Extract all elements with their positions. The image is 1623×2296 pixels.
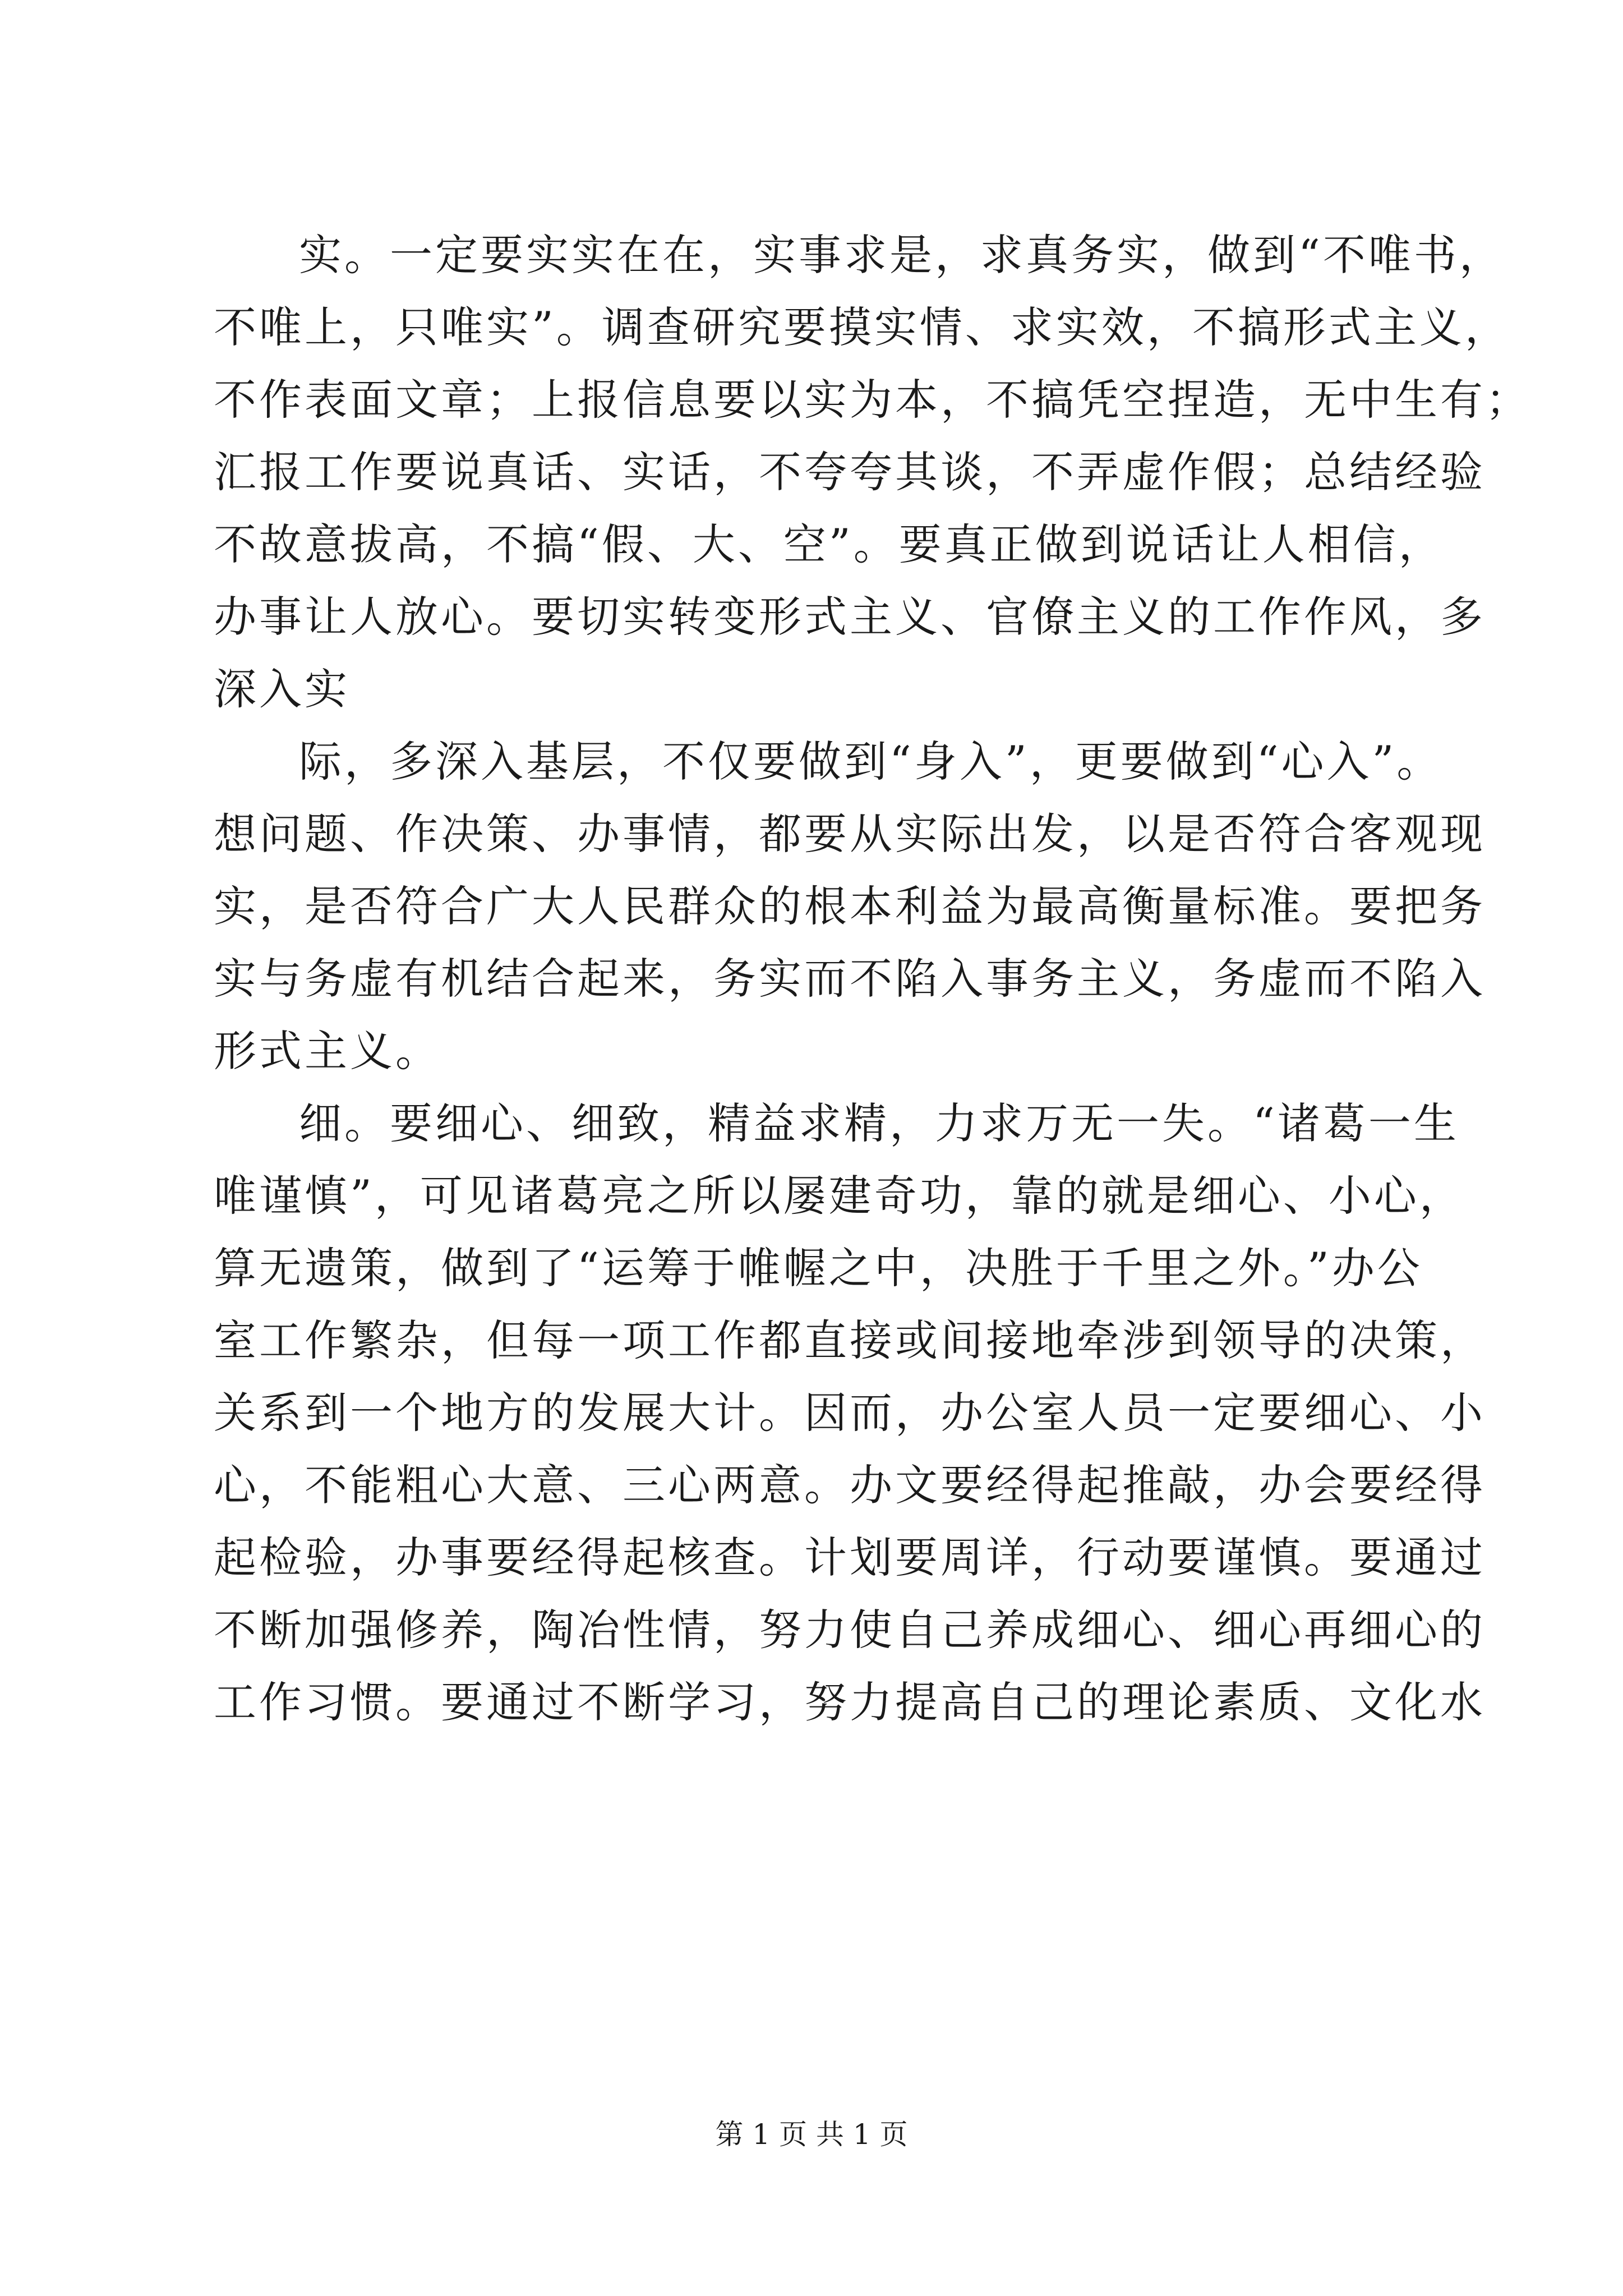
text-line: 起检验，办事要经得起核查。计划要周详，行动要谨慎。要通过 bbox=[214, 1533, 1486, 1582]
text-line: 形式主义。 bbox=[214, 1026, 441, 1076]
document-body bbox=[214, 219, 1531, 1738]
text-line: 不唯上，只唯实”。调查研究要摸实情、求实效，不搞形式主义， bbox=[214, 302, 1510, 352]
text-line: 不断加强修养，陶冶性情，努力使自己养成细心、细心再细心的 bbox=[214, 1605, 1486, 1655]
text-line: 汇报工作要说真话、实话，不夸夸其谈，不弄虚作假；总结经验 bbox=[214, 447, 1486, 497]
text-line: 不作表面文章；上报信息要以实为本，不搞凭空捏造，无中生有； bbox=[214, 375, 1531, 425]
page-footer bbox=[0, 2118, 1623, 2151]
text-line: 心，不能粗心大意、三心两意。办文要经得起推敲，办会要经得 bbox=[214, 1460, 1486, 1510]
text-line: 不故意拔高，不搞“假、大、空”。要真正做到说话让人相信， bbox=[214, 519, 1444, 569]
text-line: 想问题、作决策、办事情，都要从实际出发，以是否符合客观现 bbox=[214, 809, 1486, 859]
text-line: 实。一定要实实在在，实事求是，求真务实，做到“不唯书， bbox=[299, 230, 1505, 280]
text-line: 际，多深入基层，不仅要做到“身入”，更要做到“心入”。 bbox=[299, 737, 1442, 786]
text-line: 关系到一个地方的发展大计。因而，办公室人员一定要细心、小 bbox=[214, 1388, 1486, 1438]
text-line: 室工作繁杂，但每一项工作都直接或间接地牵涉到领导的决策， bbox=[214, 1315, 1486, 1365]
text-line: 实，是否符合广大人民群众的根本利益为最高衡量标准。要把务 bbox=[214, 881, 1486, 931]
text-line: 算无遗策，做到了“运筹于帷幄之中，决胜于千里之外。”办公 bbox=[214, 1243, 1423, 1293]
page-number-label: 第 1 页 共 1 页 bbox=[715, 2118, 908, 2151]
text-line: 细。要细心、细致，精益求精，力求万无一失。“诸葛一生 bbox=[299, 1098, 1459, 1148]
text-line: 办事让人放心。要切实转变形式主义、官僚主义的工作作风，多 bbox=[214, 592, 1486, 642]
text-line: 深入实 bbox=[214, 664, 350, 714]
text-line: 工作习惯。要通过不断学习，努力提高自己的理论素质、文化水 bbox=[214, 1677, 1486, 1727]
text-line: 唯谨慎”，可见诸葛亮之所以屡建奇功，靠的就是细心、小心， bbox=[214, 1171, 1465, 1221]
text-line: 实与务虚有机结合起来，务实而不陷入事务主义，务虚而不陷入 bbox=[214, 954, 1486, 1004]
